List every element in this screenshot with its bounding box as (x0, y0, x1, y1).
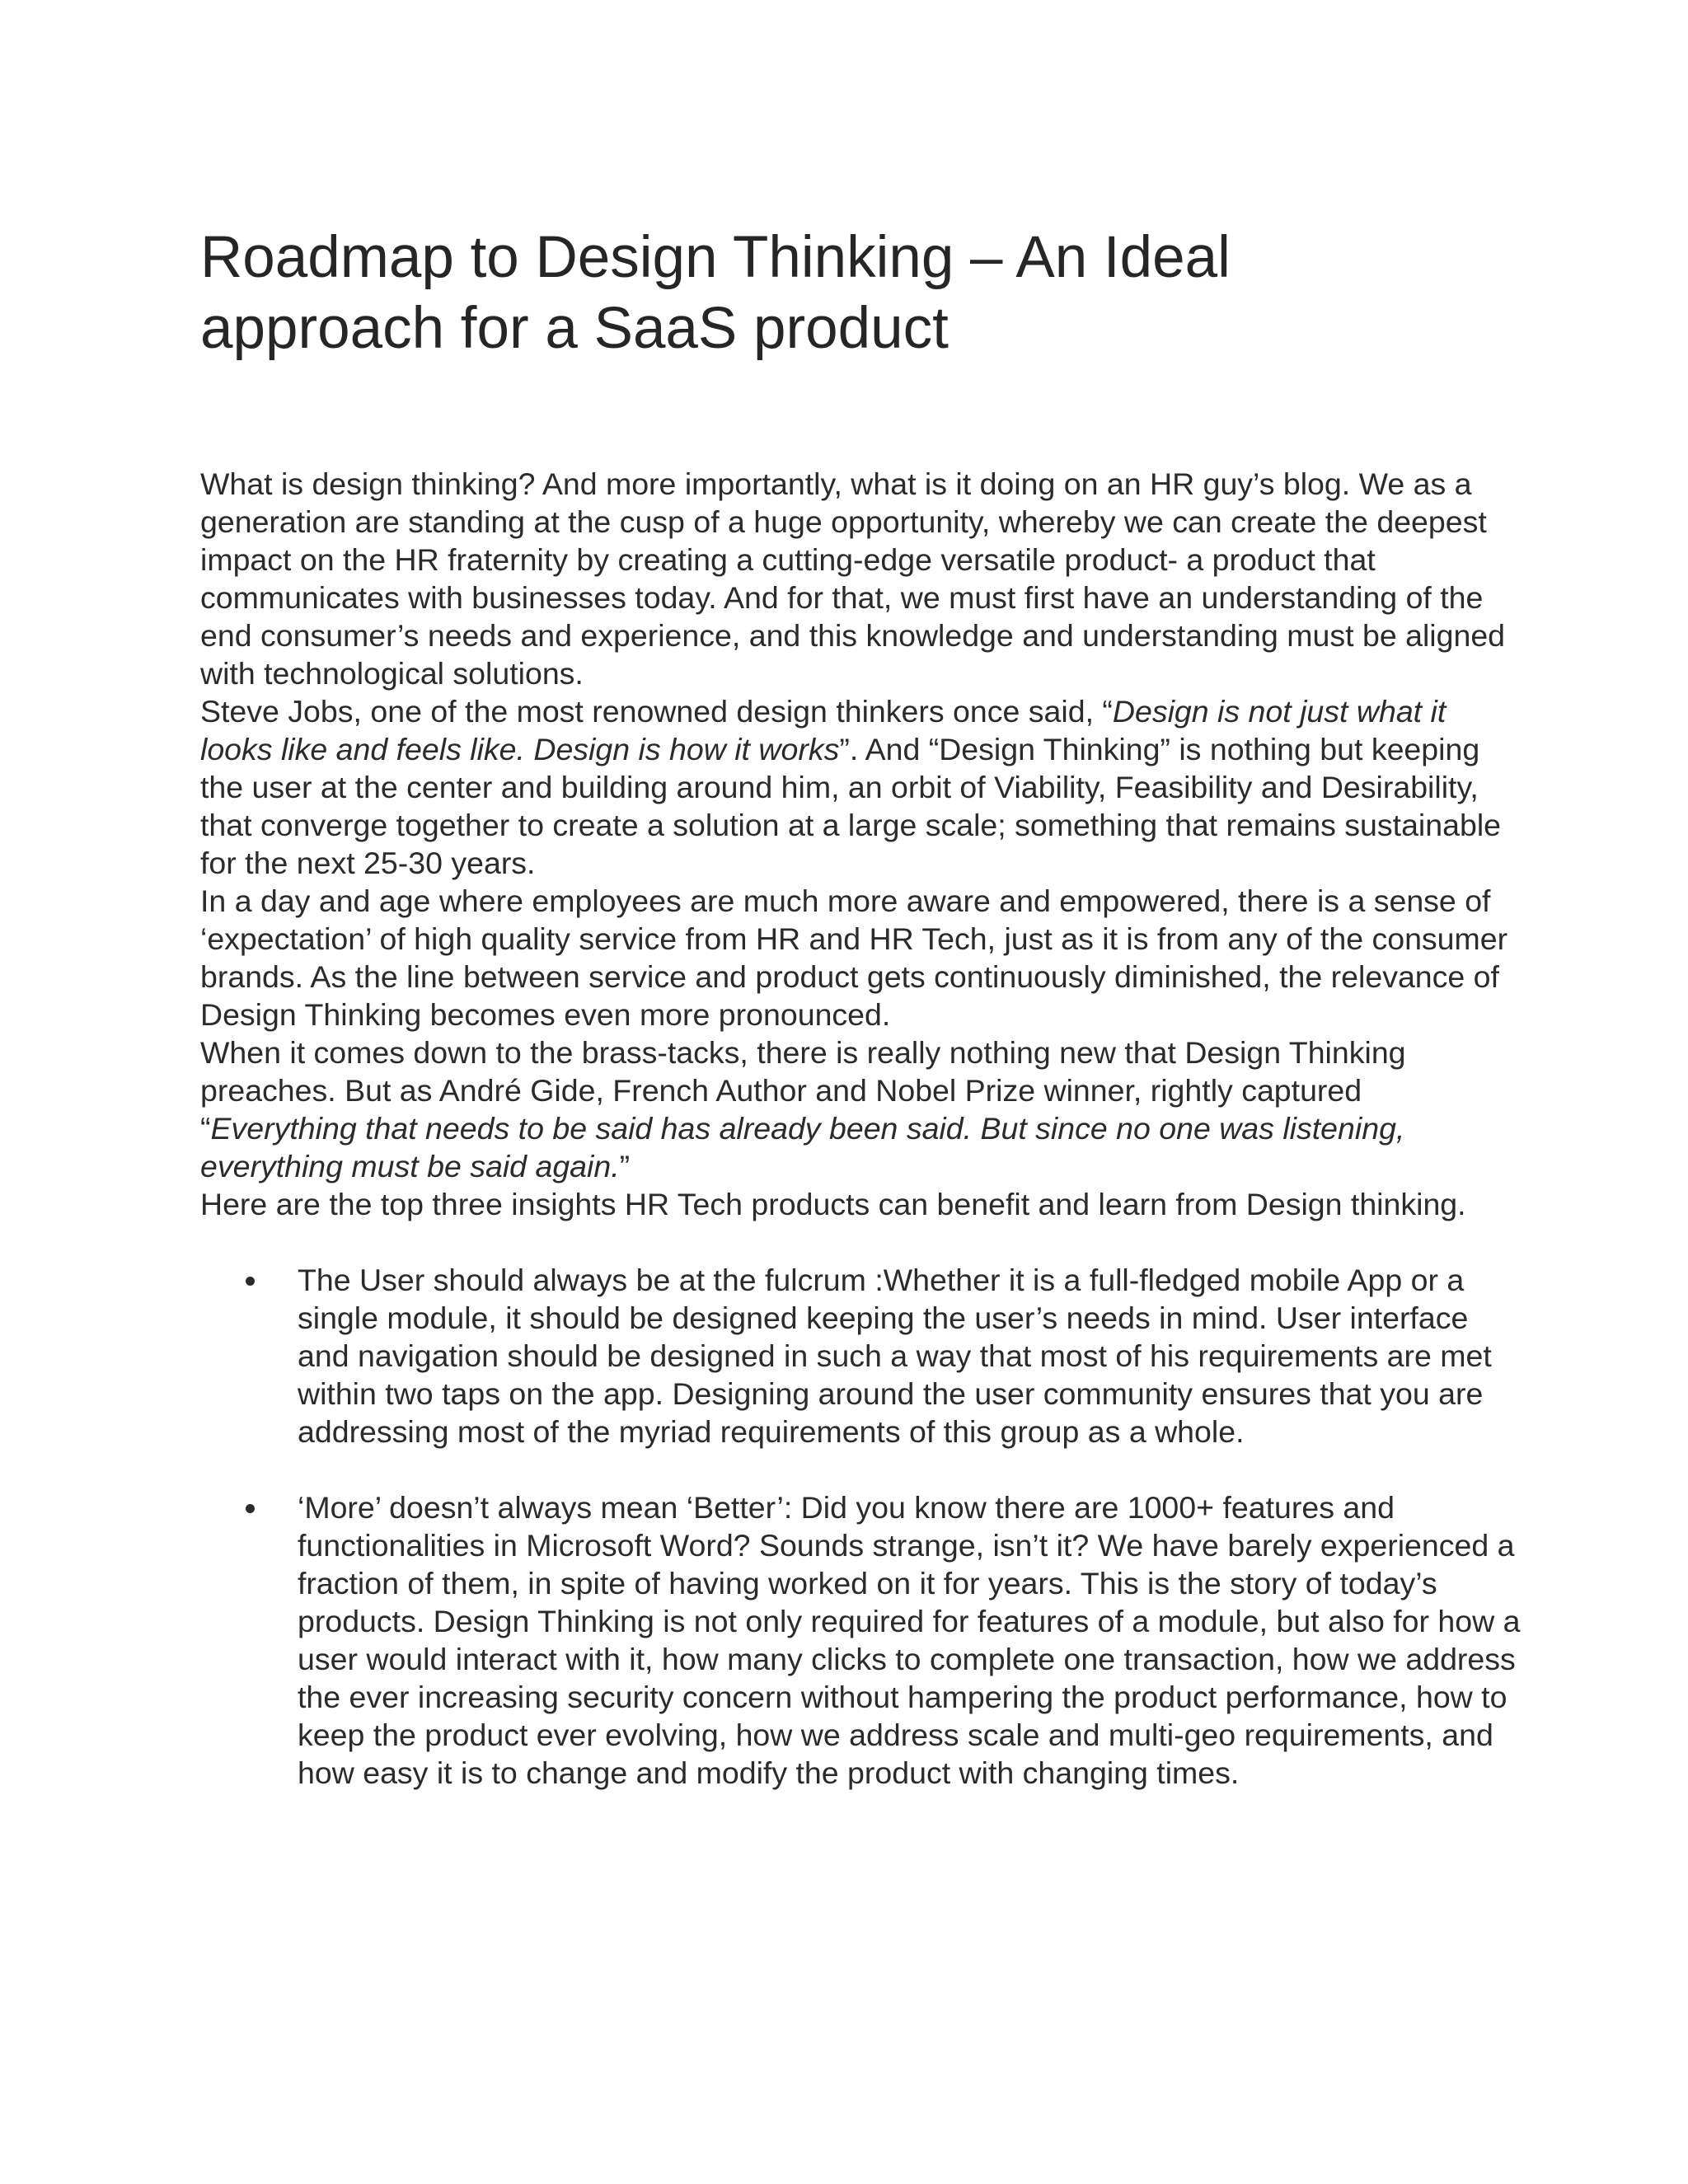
quote-steve-jobs: Design is not just what it looks like and feels like. Design is how it works (200, 694, 1447, 766)
list-item (200, 1261, 1523, 1451)
paragraph-steve-jobs (200, 692, 1523, 882)
paragraph-tail: ” (619, 1149, 631, 1183)
bullet-dot-icon (246, 1504, 255, 1513)
insights-list (200, 1261, 1523, 1792)
quote-andre-gide: Everything that needs to be said has already been said. But since no one was listening, everything must be said again. (200, 1111, 1405, 1183)
paragraph-andre-gide (200, 1033, 1523, 1185)
paragraph-lead: When it comes down to the brass-tacks, there is really nothing new that Design Thinking preaches. But as André Gide, French Author and Nobel Prize winner, rightly captured “ (200, 1035, 1406, 1146)
document-title: Roadmap to Design Thinking – An Ideal approach for a SaaS product (200, 225, 1231, 361)
paragraph-lead: Steve Jobs, one of the most renowned design thinkers once said, “ (200, 694, 1113, 729)
document-body (200, 465, 1523, 1792)
bullet-dot-icon (246, 1277, 255, 1286)
list-item-text: ‘More’ doesn’t always mean ‘Better’: Did you know there are 1000+ features and functionalities in Microsoft Word? Sounds strange, isn’t it? We have barely experienced a fraction of them, in spite of having worked on it for years. This is the story of today’s products. Design Thinking is not only required for features of a module, but also for how a user would interact with it, how many clicks to complete one transaction, how we address the ever increasing security concern without hampering the product performance, how to keep the product ever evolving, how we address scale and multi-geo requirements, and how easy it is to change and modify the product with changing times. (298, 1490, 1521, 1790)
list-item (200, 1488, 1523, 1792)
paragraph-intro: What is design thinking? And more importantly, what is it doing on an HR guy’s blog. We as a generation are standing at the cusp of a huge opportunity, whereby we can create the deepest impact on the HR fraternity by creating a cutting-edge versatile product- a product that communicates with businesses today. And for that, we must first have an understanding of the end consumer’s needs and experience, and this knowledge and understanding must be aligned with technological solutions. (200, 466, 1506, 691)
paragraph-tail: ”. And “Design Thinking” is nothing but keeping the user at the center and building around him, an orbit of Viability, Feasibility and Desirability, that converge together to create a solution at a large scale; something that remains sustainable for the next 25-30 years. (200, 732, 1502, 880)
list-item-text: The User should always be at the fulcrum :Whether it is a full-fledged mobile App or a single module, it should be designed keeping the user’s needs in mind. User interface and navigation should be designed in such a way that most of his requirements are met within two taps on the app. Designing around the user community ensures that you are addressing most of the myriad requirements of this group as a whole. (298, 1263, 1492, 1449)
paragraph-expectation: In a day and age where employees are much more aware and empowered, there is a sense of ‘expectation’ of high quality service from HR and HR Tech, just as it is from any of the consumer brands. As the line between service and product gets continuously diminished, the relevance of Design Thinking becomes even more pronounced. (200, 883, 1508, 1032)
paragraph-insights-intro: Here are the top three insights HR Tech products can benefit and learn from Design thinking. (200, 1187, 1466, 1221)
